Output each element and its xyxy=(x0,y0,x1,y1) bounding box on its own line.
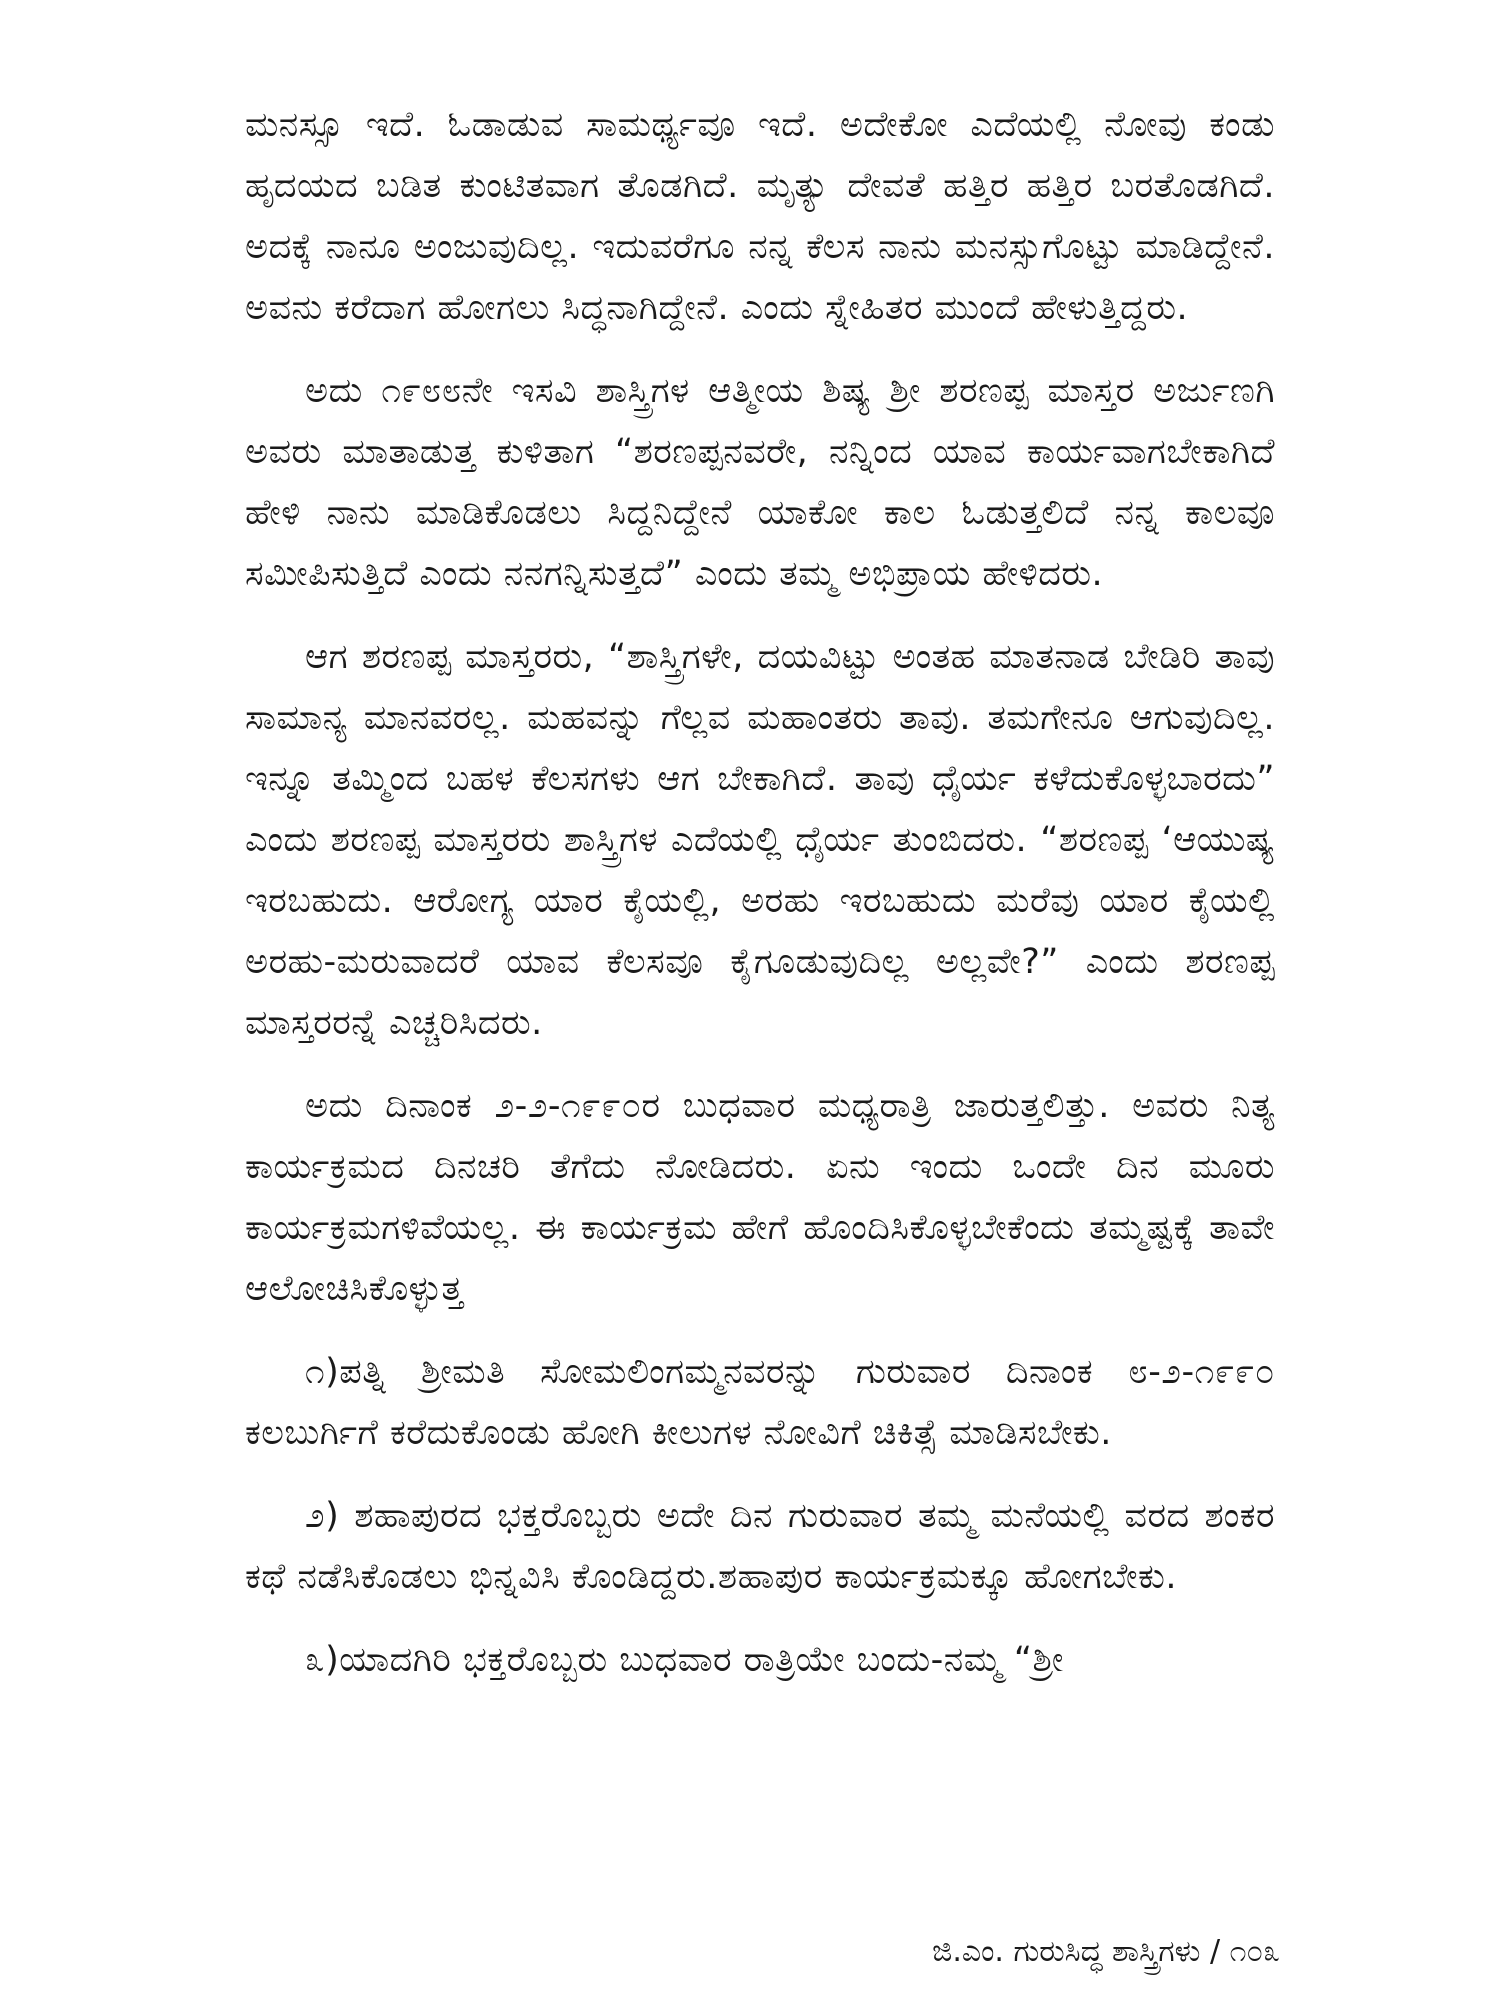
document-body xyxy=(245,95,1275,1713)
list-item-2: ೨) ಶಹಾಪುರದ ಭಕ್ತರೊಬ್ಬರು ಅದೇ ದಿನ ಗುರುವಾರ ತಮ್ಮ ಮನೆಯಲ್ಲಿ ವರದ ಶಂಕರ ಕಥೆ ನಡೆಸಿಕೊಡಲು ಭಿನ್ನವಿಸಿ ಕೊಂಡಿದ್ದರು.ಶಹಾಪುರ ಕಾರ್ಯಕ್ರಮಕ್ಕೂ ಹೋಗಬೇಕು. xyxy=(245,1496,1275,1597)
paragraph-2: ಅದು ೧೯೮೮ನೇ ಇಸವಿ ಶಾಸ್ತ್ರಿಗಳ ಆತ್ಮೀಯ ಶಿಷ್ಯ ಶ್ರೀ ಶರಣಪ್ಪ ಮಾಸ್ತರ ಅರ್ಜುಣಗಿ ಅವರು ಮಾತಾಡುತ್ತ ಕುಳಿತಾಗ “ಶರಣಪ್ಪನವರೇ, ನನ್ನಿಂದ ಯಾವ ಕಾರ್ಯವಾಗಬೇಕಾಗಿದೆ ಹೇಳಿ ನಾನು ಮಾಡಿಕೊಡಲು ಸಿದ್ದನಿದ್ದೇನೆ ಯಾಕೋ ಕಾಲ ಓಡುತ್ತಲಿದೆ ನನ್ನ ಕಾಲವೂ ಸಮೀಪಿಸುತ್ತಿದೆ ಎಂದು ನನಗನ್ನಿಸುತ್ತದೆ” ಎಂದು ತಮ್ಮ ಅಭಿಪ್ರಾಯ ಹೇಳಿದರು. xyxy=(245,371,1275,594)
page-footer: ಜಿ.ಎಂ. ಗುರುಸಿದ್ಧ ಶಾಸ್ತ್ರಿಗಳು / ೧೦೩ xyxy=(932,1934,1280,1969)
paragraph-4: ಅದು ದಿನಾಂಕ ೨-೨-೧೯೯೦ರ ಬುಧವಾರ ಮಧ್ಯರಾತ್ರಿ ಜಾರುತ್ತಲಿತ್ತು. ಅವರು ನಿತ್ಯ ಕಾರ್ಯಕ್ರಮದ ದಿನಚರಿ ತೆಗೆದು ನೋಡಿದರು. ಏನು ಇಂದು ಒಂದೇ ದಿನ ಮೂರು ಕಾರ್ಯಕ್ರಮಗಳಿವೆಯಲ್ಲ. ಈ ಕಾರ್ಯಕ್ರಮ ಹೇಗೆ ಹೊಂದಿಸಿಕೊಳ್ಳಬೇಕೆಂದು ತಮ್ಮಷ್ಟಕ್ಕೆ ತಾವೇ ಆಲೋಚಿಸಿಕೊಳ್ಳುತ್ತ xyxy=(245,1086,1275,1309)
paragraph-1: ಮನಸ್ಸೂ ಇದೆ. ಓಡಾಡುವ ಸಾಮರ್ಥ್ಯವೂ ಇದೆ. ಅದೇಕೋ ಎದೆಯಲ್ಲಿ ನೋವು ಕಂಡು ಹೃದಯದ ಬಡಿತ ಕುಂಟಿತವಾಗ ತೊಡಗಿದೆ. ಮೃತ್ಯು ದೇವತೆ ಹತ್ತಿರ ಹತ್ತಿರ ಬರತೊಡಗಿದೆ. ಅದಕ್ಕೆ ನಾನೂ ಅಂಜುವುದಿಲ್ಲ. ಇದುವರೆಗೂ ನನ್ನ ಕೆಲಸ ನಾನು ಮನಸ್ಸುಗೊಟ್ಟು ಮಾಡಿದ್ದೇನೆ. ಅವನು ಕರೆದಾಗ ಹೋಗಲು ಸಿದ್ಧನಾಗಿದ್ದೇನೆ. ಎಂದು ಸ್ನೇಹಿತರ ಮುಂದೆ ಹೇಳುತ್ತಿದ್ದರು. xyxy=(245,105,1275,328)
list-item-3: ೩)ಯಾದಗಿರಿ ಭಕ್ತರೊಬ್ಬರು ಬುಧವಾರ ರಾತ್ರಿಯೇ ಬಂದು-ನಮ್ಮ “ಶ್ರೀ xyxy=(305,1640,1064,1680)
list-item-1: ೧)ಪತ್ನಿ ಶ್ರೀಮತಿ ಸೋಮಲಿಂಗಮ್ಮನವರನ್ನು ಗುರುವಾರ ದಿನಾಂಕ ೮-೨-೧೯೯೦ ಕಲಬುರ್ಗಿಗೆ ಕರೆದುಕೊಂಡು ಹೋಗಿ ಕೀಲುಗಳ ನೋವಿಗೆ ಚಿಕಿತ್ಸೆ ಮಾಡಿಸಬೇಕು. xyxy=(245,1352,1275,1453)
paragraph-3: ಆಗ ಶರಣಪ್ಪ ಮಾಸ್ತರರು, “ಶಾಸ್ತ್ರಿಗಳೇ, ದಯವಿಟ್ಟು ಅಂತಹ ಮಾತನಾಡ ಬೇಡಿರಿ ತಾವು ಸಾಮಾನ್ಯ ಮಾನವರಲ್ಲ. ಮಹವನ್ನು ಗೆಲ್ಲವ ಮಹಾಂತರು ತಾವು. ತಮಗೇನೂ ಆಗುವುದಿಲ್ಲ. ಇನ್ನೂ ತಮ್ಮಿಂದ ಬಹಳ ಕೆಲಸಗಳು ಆಗ ಬೇಕಾಗಿದೆ. ತಾವು ಧೈರ್ಯ ಕಳೆದುಕೊಳ್ಳಬಾರದು” ಎಂದು ಶರಣಪ್ಪ ಮಾಸ್ತರರು ಶಾಸ್ತ್ರಿಗಳ ಎದೆಯಲ್ಲಿ ಧೈರ್ಯ ತುಂಬಿದರು. “ಶರಣಪ್ಪ ‘ಆಯುಷ್ಯ ಇರಬಹುದು. ಆರೋಗ್ಯ ಯಾರ ಕೈಯಲ್ಲಿ, ಅರಹು ಇರಬಹುದು ಮರೆವು ಯಾರ ಕೈಯಲ್ಲಿ ಅರಹು-ಮರುವಾದರೆ ಯಾವ ಕೆಲಸವೂ ಕೈಗೂಡುವುದಿಲ್ಲ ಅಲ್ಲವೇ?” ಎಂದು ಶರಣಪ್ಪ ಮಾಸ್ತರರನ್ನೆ ಎಚ್ಚರಿಸಿದರು. xyxy=(245,637,1275,1043)
